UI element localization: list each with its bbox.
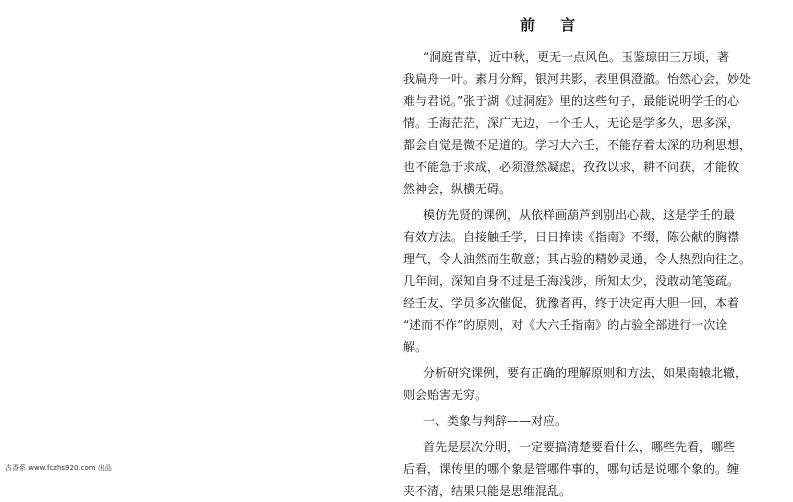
watermark: 古香系 www.fczhs920.com 出品: [5, 464, 112, 472]
text-line: 解。: [403, 340, 428, 354]
text-line: 模仿先贤的课例，从依样画葫芦到别出心裁，这是学壬的最: [423, 208, 736, 222]
text-line: 则会贻害无穷。: [403, 388, 488, 402]
text-line: 首先是层次分明，一定要搞清楚要看什么，哪些先看，哪些: [423, 440, 736, 454]
text-line: 几年间，深知自身不过是壬海浅涉，所知太少，没敢动笔笺疏。: [403, 274, 740, 288]
text-line: 夹不清，结果只能是思维混乱。: [403, 484, 572, 498]
text-line: 也不能急于求成，必须澄然凝虑，孜孜以求，耕不问获，才能攸: [403, 160, 740, 174]
text-line: 难与君说。”张于湖《过洞庭》里的这些句子，最能说明学壬的心: [403, 94, 740, 108]
text-line: 分析研究课例，要有正确的理解原则和方法，如果南辕北辙，: [423, 366, 748, 380]
text-line: “述而不作”的原则，对《大六壬指南》的占验全部进行一次诠: [403, 318, 728, 332]
text-line: 都会自觉是微不足道的。学习大六壬，不能存着太深的功利思想，: [403, 138, 752, 152]
section-heading: 一、类象与判辞——对应。: [423, 414, 568, 428]
text-line: 我扁舟一叶。素月分辉，银河共影，表里俱澄澈。怡然心会，妙处: [403, 72, 752, 86]
page-title: 前 言: [520, 16, 586, 34]
text-line: 后看，课传里的哪个象是管哪件事的，哪句话是说哪个象的。缠: [403, 462, 740, 476]
body-text: [403, 46, 752, 502]
text-line: “洞庭青草，近中秋，更无一点风色。玉鉴琼田三万顷，著: [423, 50, 730, 64]
text-line: 经壬友、学员多次催促，犹豫者再，终于决定再大胆一回，本着: [403, 296, 740, 310]
text-line: 然神会，纵横无碍。: [403, 182, 512, 196]
text-line: 有效方法。自接触壬学，日日捧读《指南》不缀，陈公献的胸襟: [403, 230, 740, 244]
text-line: 情。壬海茫茫，深广无边，一个壬人，无论是学多久，思多深，: [403, 116, 740, 130]
text-line: 理气，令人油然而生敬意；其占验的精妙灵通，令人热烈向往之。: [403, 252, 752, 266]
